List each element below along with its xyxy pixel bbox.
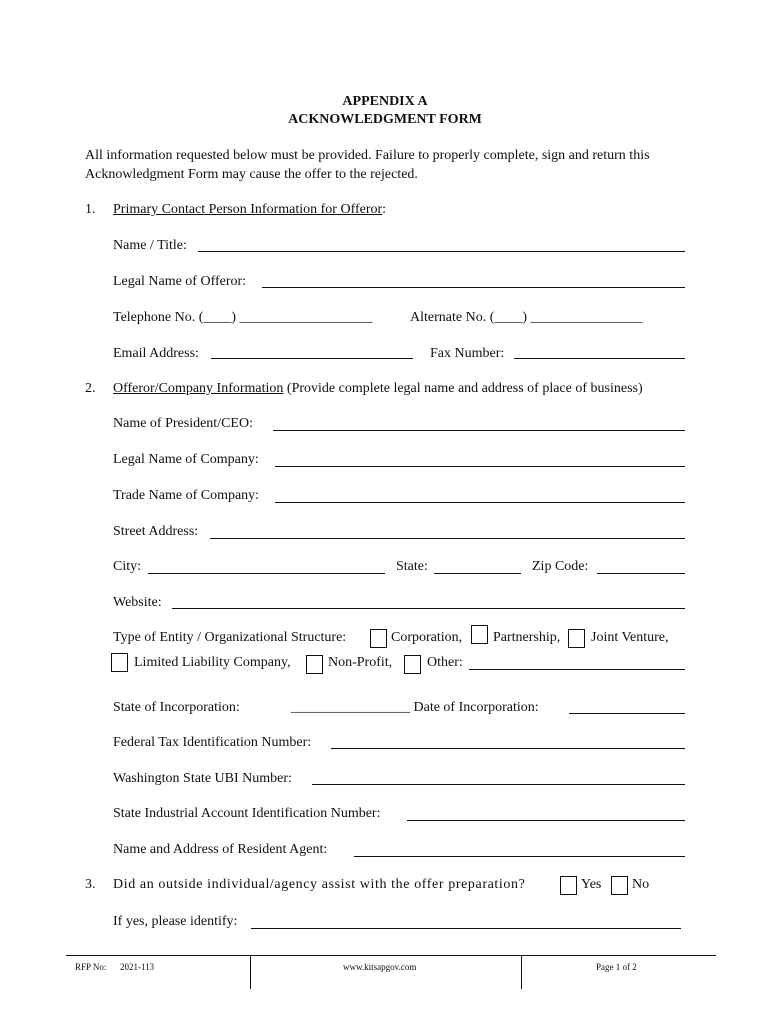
name-title-label: Name / Title: <box>113 238 187 253</box>
page-number: Page 1 of 2 <box>596 962 637 972</box>
other-checkbox[interactable] <box>404 655 421 674</box>
appendix-title: APPENDIX A <box>342 94 428 109</box>
ubi-field[interactable] <box>312 784 685 785</box>
telephone-field[interactable]: Telephone No. (____) ___________________ <box>113 310 373 325</box>
state-field[interactable] <box>434 573 521 574</box>
trade-name-label: Trade Name of Company: <box>113 488 260 503</box>
state-incorporation-label: State of Incorporation: <box>113 700 240 715</box>
city-field[interactable] <box>148 573 385 574</box>
partnership-label: Partnership, <box>493 630 561 645</box>
resident-agent-field[interactable] <box>354 856 685 857</box>
intro-line-2: Acknowledgment Form may cause the offer to the rejected. <box>85 167 418 182</box>
zip-label: Zip Code: <box>532 559 589 574</box>
no-label: No <box>632 877 650 892</box>
section-2-heading <box>113 381 643 397</box>
email-field[interactable] <box>211 358 413 359</box>
section-2-heading-note: (Provide complete legal name and address of place of business) <box>283 381 643 396</box>
alternate-phone-field[interactable]: Alternate No. (____) ________________ <box>410 310 643 325</box>
non-profit-checkbox[interactable] <box>306 655 323 674</box>
joint-venture-checkbox[interactable] <box>568 629 585 648</box>
identify-label: If yes, please identify: <box>113 914 238 929</box>
identify-field[interactable] <box>251 928 681 929</box>
legal-company-label: Legal Name of Company: <box>113 452 259 467</box>
state-label: State: <box>396 559 428 574</box>
name-title-field[interactable] <box>198 251 685 252</box>
other-field[interactable] <box>469 669 685 670</box>
legal-name-offeror-field[interactable] <box>262 287 685 288</box>
date-incorporation-label: _________________ Date of Incorporation: <box>291 700 539 715</box>
footer-divider-1 <box>250 956 251 989</box>
industrial-account-field[interactable] <box>407 820 685 821</box>
yes-label: Yes <box>581 877 602 892</box>
section-1-heading <box>113 202 386 218</box>
corporation-checkbox[interactable] <box>370 629 387 648</box>
resident-agent-label: Name and Address of Resident Agent: <box>113 842 328 857</box>
joint-venture-label: Joint Venture, <box>591 630 669 645</box>
ubi-label: Washington State UBI Number: <box>113 771 292 786</box>
section-1-number: 1. <box>85 202 96 217</box>
website-field[interactable] <box>172 608 685 609</box>
street-label: Street Address: <box>113 524 199 539</box>
trade-name-field[interactable] <box>275 502 685 503</box>
intro-line-1: All information requested below must be provided. Failure to properly complete, sign and return this <box>85 148 650 163</box>
section-2-number: 2. <box>85 381 96 396</box>
president-label: Name of President/CEO: <box>113 416 253 431</box>
llc-checkbox[interactable] <box>111 653 128 672</box>
section-2-heading-text: Offeror/Company Information <box>113 381 284 396</box>
assist-question: Did an outside individual/agency assist with the offer preparation? <box>113 877 526 892</box>
rfp-label: RFP No: <box>75 962 107 972</box>
llc-label: Limited Liability Company, <box>134 655 291 670</box>
section-1-heading-text: Primary Contact Person Information for Offeror <box>113 202 383 217</box>
section-3-number: 3. <box>85 877 96 892</box>
email-label: Email Address: <box>113 346 199 361</box>
non-profit-label: Non-Profit, <box>328 655 393 670</box>
rfp-number: 2021-113 <box>120 962 155 972</box>
date-incorporation-field[interactable] <box>569 713 685 714</box>
federal-tax-label: Federal Tax Identification Number: <box>113 735 312 750</box>
zip-field[interactable] <box>597 573 685 574</box>
fax-label: Fax Number: <box>430 346 505 361</box>
legal-company-field[interactable] <box>275 466 685 467</box>
footer-divider-2 <box>521 956 522 989</box>
city-label: City: <box>113 559 142 574</box>
section-1-heading-colon: : <box>382 202 387 217</box>
no-checkbox[interactable] <box>611 876 628 895</box>
footer-website-link[interactable]: www.kitsapgov.com <box>343 962 417 972</box>
fax-field[interactable] <box>514 358 685 359</box>
street-field[interactable] <box>210 538 685 539</box>
form-title: ACKNOWLEDGMENT FORM <box>288 112 482 127</box>
president-field[interactable] <box>273 430 685 431</box>
entity-type-label: Type of Entity / Organizational Structure: <box>113 630 347 645</box>
footer-rule <box>66 955 716 956</box>
industrial-account-label: State Industrial Account Identification Number: <box>113 806 381 821</box>
website-label: Website: <box>113 595 162 610</box>
partnership-checkbox[interactable] <box>471 625 488 644</box>
corporation-label: Corporation, <box>391 630 463 645</box>
other-label: Other: <box>427 655 463 670</box>
legal-name-offeror-label: Legal Name of Offeror: <box>113 274 247 289</box>
federal-tax-field[interactable] <box>331 748 685 749</box>
yes-checkbox[interactable] <box>560 876 577 895</box>
